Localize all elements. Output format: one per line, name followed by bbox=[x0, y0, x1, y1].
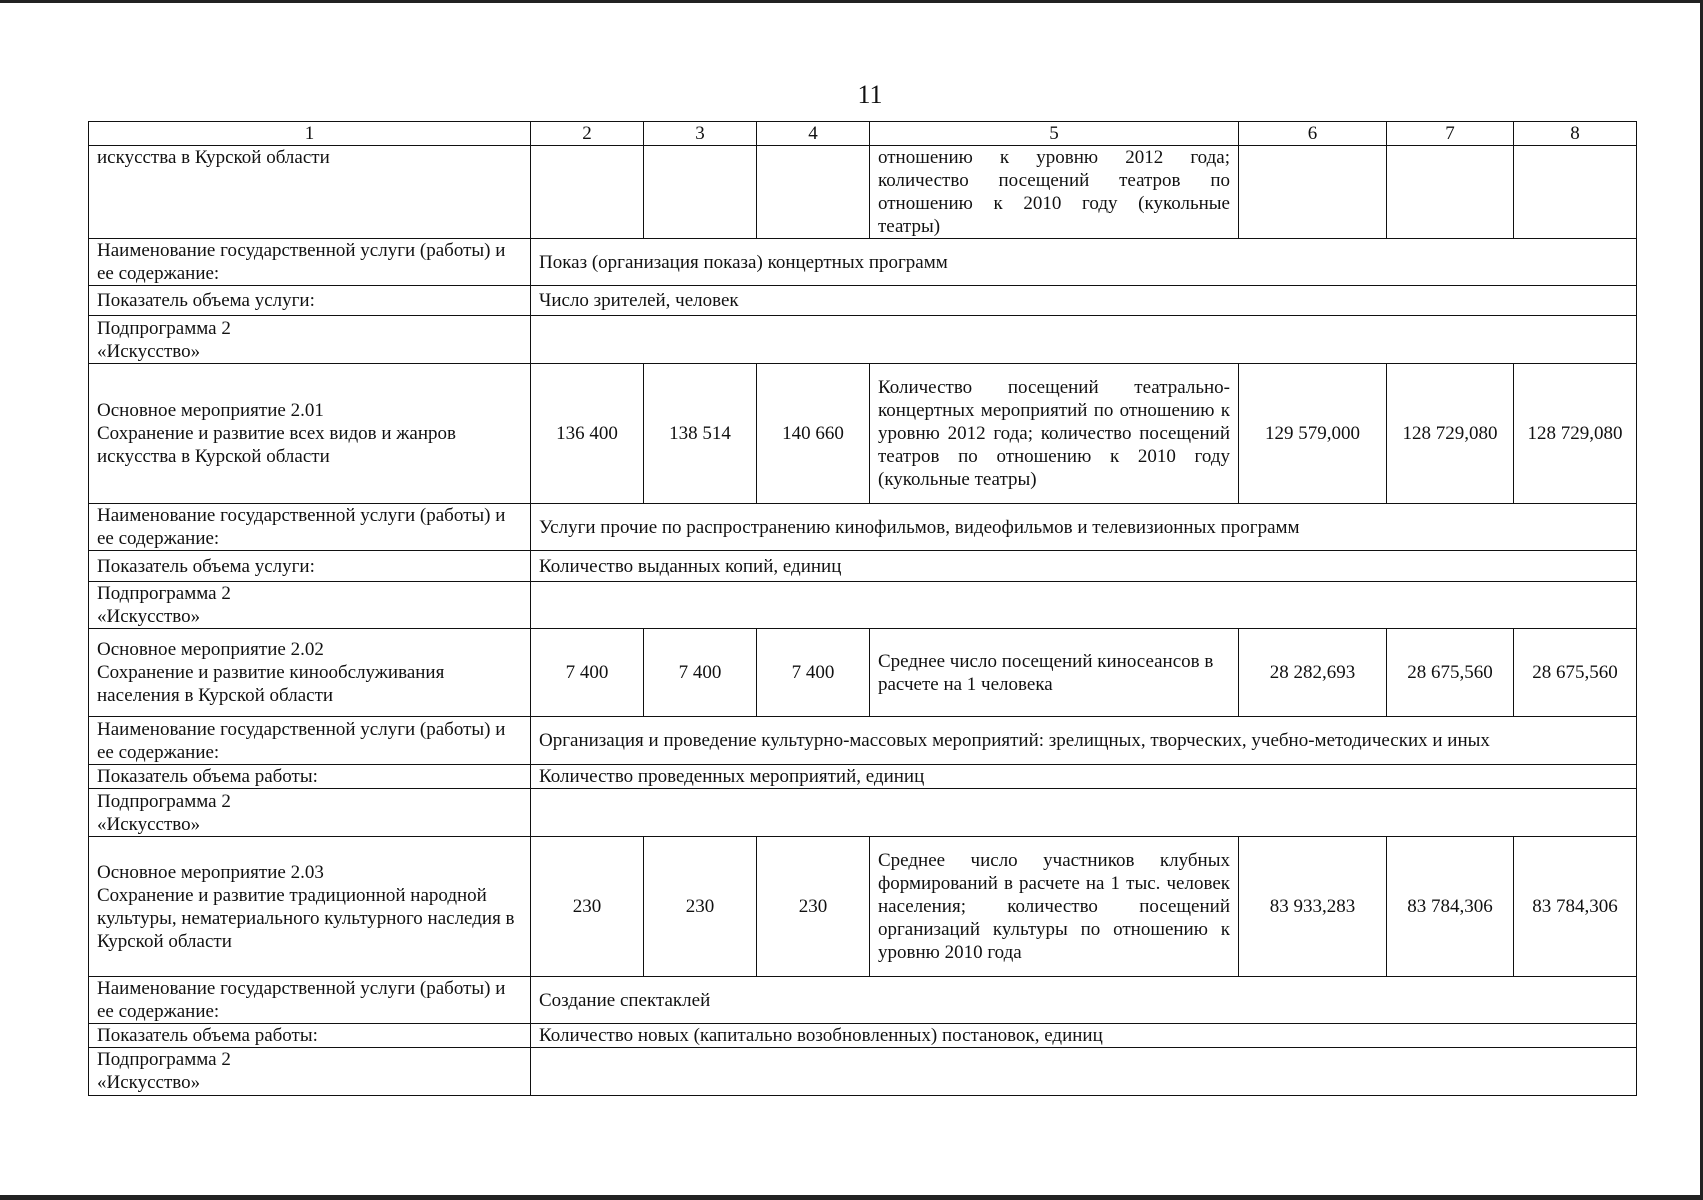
value-col3: 138 514 bbox=[644, 364, 757, 504]
volume-row bbox=[89, 551, 1637, 582]
value-col2: 230 bbox=[531, 837, 644, 977]
subprogram-row bbox=[89, 1048, 1637, 1096]
column-header: 5 bbox=[870, 122, 1239, 146]
empty-cell bbox=[1514, 146, 1637, 239]
value-col3: 230 bbox=[644, 837, 757, 977]
subprogram-label: Подпрограмма 2 bbox=[97, 790, 231, 812]
column-header: 2 bbox=[531, 122, 644, 146]
event-description: Сохранение и развитие всех видов и жанров искусства в Курской области bbox=[97, 423, 457, 467]
subprogram-name: «Искусство» bbox=[97, 340, 201, 362]
subprogram-cell bbox=[89, 1048, 531, 1096]
event-indicator: Количество посещений театрально-концертных мероприятий по отношению к уровню 2012 года; количество посещений театров по отношению к 2010 году (кукольные театры) bbox=[870, 364, 1239, 504]
event-title: Основное мероприятие 2.03 bbox=[97, 861, 324, 883]
service-row bbox=[89, 504, 1637, 551]
subprogram-label: Подпрограмма 2 bbox=[97, 1049, 231, 1070]
volume-row bbox=[89, 1024, 1637, 1048]
program-table bbox=[88, 121, 1637, 1096]
column-header: 6 bbox=[1239, 122, 1387, 146]
volume-row bbox=[89, 286, 1637, 316]
event-row bbox=[89, 837, 1637, 977]
subprogram-name: «Искусство» bbox=[97, 606, 201, 627]
empty-cell bbox=[1239, 146, 1387, 239]
column-header: 7 bbox=[1387, 122, 1514, 146]
subprogram-cell bbox=[89, 316, 531, 364]
event-description: Сохранение и развитие традиционной народной культуры, нематериального культурного наследия в Курской области bbox=[97, 884, 515, 952]
volume-row bbox=[89, 765, 1637, 789]
event-cell bbox=[89, 364, 531, 504]
column-header: 1 bbox=[89, 122, 531, 146]
event-title: Основное мероприятие 2.02 bbox=[97, 639, 324, 660]
column-header-row bbox=[89, 122, 1637, 146]
service-value: Показ (организация показа) концертных программ bbox=[531, 239, 1637, 286]
event-title: Основное мероприятие 2.01 bbox=[97, 400, 324, 421]
event-cell bbox=[89, 629, 531, 717]
value-col8: 128 729,080 bbox=[1514, 364, 1637, 504]
value-col4: 7 400 bbox=[757, 629, 870, 717]
volume-value: Количество проведенных мероприятий, единиц bbox=[531, 765, 1637, 789]
continuation-indicator: отношению к уровню 2012 года; количество посещений театров по отношению к 2010 году (кукольные театры) bbox=[870, 146, 1239, 239]
volume-value: Количество выданных копий, единиц bbox=[531, 551, 1637, 582]
empty-cell bbox=[531, 146, 644, 239]
value-col7: 83 784,306 bbox=[1387, 837, 1514, 977]
subprogram-row bbox=[89, 789, 1637, 837]
empty-cell bbox=[531, 789, 1637, 837]
value-col8: 83 784,306 bbox=[1514, 837, 1637, 977]
value-col6: 28 282,693 bbox=[1239, 629, 1387, 717]
page-border-top bbox=[0, 0, 1703, 3]
service-row bbox=[89, 717, 1637, 765]
service-label: Наименование государственной услуги (работы) и ее содержание: bbox=[89, 504, 531, 551]
empty-cell bbox=[1387, 146, 1514, 239]
empty-cell bbox=[757, 146, 870, 239]
value-col2: 136 400 bbox=[531, 364, 644, 504]
service-value: Организация и проведение культурно-массовых мероприятий: зрелищных, творческих, учебно-методических и иных bbox=[531, 717, 1637, 765]
page-number: 11 bbox=[857, 80, 883, 109]
volume-label: Показатель объема услуги: bbox=[89, 551, 531, 582]
value-col7: 128 729,080 bbox=[1387, 364, 1514, 504]
value-col4: 230 bbox=[757, 837, 870, 977]
column-header: 3 bbox=[644, 122, 757, 146]
service-label: Наименование государственной услуги (работы) и ее содержание: bbox=[89, 977, 531, 1024]
event-row bbox=[89, 629, 1637, 717]
empty-cell bbox=[531, 1048, 1637, 1096]
subprogram-name: «Искусство» bbox=[97, 813, 201, 835]
service-label: Наименование государственной услуги (работы) и ее содержание: bbox=[89, 239, 531, 286]
volume-label: Показатель объема услуги: bbox=[89, 286, 531, 316]
empty-cell bbox=[531, 582, 1637, 629]
subprogram-label: Подпрограмма 2 bbox=[97, 317, 231, 339]
value-col6: 129 579,000 bbox=[1239, 364, 1387, 504]
subprogram-name: «Искусство» bbox=[97, 1072, 201, 1093]
service-row bbox=[89, 977, 1637, 1024]
event-cell bbox=[89, 837, 531, 977]
event-description: Сохранение и развитие кинообслуживания населения в Курской области bbox=[97, 662, 445, 706]
empty-cell bbox=[531, 316, 1637, 364]
event-indicator: Среднее число участников клубных формирований в расчете на 1 тыс. человек населения; количество посещений организаций культуры по отношению к уровню 2010 года bbox=[870, 837, 1239, 977]
volume-value: Количество новых (капитально возобновленных) постановок, единиц bbox=[531, 1024, 1637, 1048]
event-indicator: Среднее число посещений киносеансов в расчете на 1 человека bbox=[870, 629, 1239, 717]
value-col4: 140 660 bbox=[757, 364, 870, 504]
subprogram-cell bbox=[89, 582, 531, 629]
empty-cell bbox=[644, 146, 757, 239]
service-row bbox=[89, 239, 1637, 286]
subprogram-cell bbox=[89, 789, 531, 837]
column-header: 4 bbox=[757, 122, 870, 146]
volume-label: Показатель объема работы: bbox=[89, 1024, 531, 1048]
column-header: 8 bbox=[1514, 122, 1637, 146]
value-col2: 7 400 bbox=[531, 629, 644, 717]
volume-value: Число зрителей, человек bbox=[531, 286, 1637, 316]
value-col3: 7 400 bbox=[644, 629, 757, 717]
subprogram-row bbox=[89, 582, 1637, 629]
value-col7: 28 675,560 bbox=[1387, 629, 1514, 717]
event-row bbox=[89, 364, 1637, 504]
subprogram-row bbox=[89, 316, 1637, 364]
subprogram-label: Подпрограмма 2 bbox=[97, 583, 231, 604]
service-value: Услуги прочие по распространению кинофильмов, видеофильмов и телевизионных программ bbox=[531, 504, 1637, 551]
continuation-row bbox=[89, 146, 1637, 239]
service-value: Создание спектаклей bbox=[531, 977, 1637, 1024]
page-border-bottom bbox=[0, 1195, 1703, 1200]
service-label: Наименование государственной услуги (работы) и ее содержание: bbox=[89, 717, 531, 765]
continuation-name: искусства в Курской области bbox=[89, 146, 531, 239]
value-col8: 28 675,560 bbox=[1514, 629, 1637, 717]
value-col6: 83 933,283 bbox=[1239, 837, 1387, 977]
volume-label: Показатель объема работы: bbox=[89, 765, 531, 789]
